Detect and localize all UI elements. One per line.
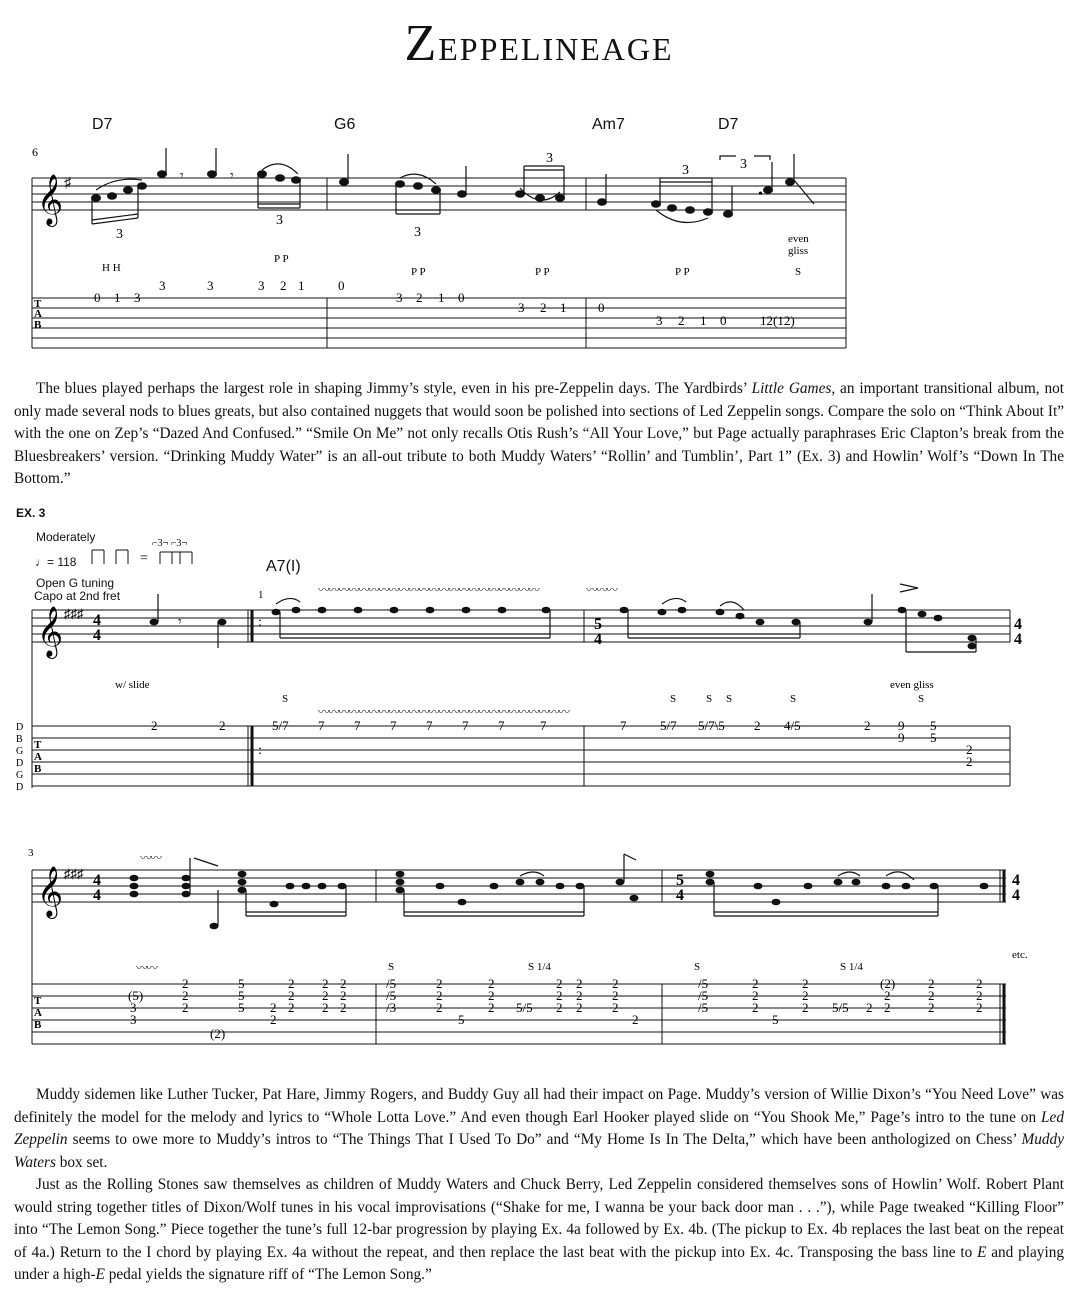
tuplet-3: 3 <box>116 227 123 242</box>
para-text: , an important transitional album, not only made several nods to blues greats, but also contained nuggets that would soon be polished into sections of Led Zeppelin songs. Compare the solo on “Think About It” with the one on Zep’s “Dazed And Confused.” “Smile On Me” not only recalls Otis Rush’s “All Your Love,” but Page actually paraphrases Eric Clapton’s break from the Bluesbreakers’ version. “Drinking Muddy Water” is an all-out tribute to both Muddy Waters’ “Rollin’ and Tumblin’, Part 1” (Ex. 3) and Howlin’ Wolf’s “Down In The Bottom.” <box>14 380 1064 487</box>
svg-text:5/7: 5/7 <box>272 718 289 733</box>
equals-sign: = <box>140 551 148 566</box>
svg-text:5: 5 <box>594 616 602 633</box>
svg-text:2: 2 <box>976 1000 983 1015</box>
hammer-label: H H <box>102 262 121 274</box>
svg-text:2: 2 <box>340 988 347 1003</box>
svg-text:•: • <box>758 187 763 202</box>
chord-d7: D7 <box>92 116 113 133</box>
svg-text:2: 2 <box>928 976 935 991</box>
string-name: G <box>16 770 24 781</box>
svg-text:2: 2 <box>556 1000 563 1015</box>
svg-text:(2): (2) <box>210 1026 226 1041</box>
para-italic: E <box>977 1243 987 1261</box>
svg-text:2: 2 <box>678 313 685 328</box>
svg-text:〰〰〰: 〰〰〰 <box>586 583 617 597</box>
pulloff-label: P P <box>535 266 550 278</box>
svg-text:5: 5 <box>238 988 245 1003</box>
svg-text:5: 5 <box>458 1012 465 1027</box>
svg-text:5: 5 <box>238 1000 245 1015</box>
svg-text:7: 7 <box>318 718 325 733</box>
body-paragraph-1 <box>14 378 1064 491</box>
svg-text:2: 2 <box>288 988 295 1003</box>
svg-text:7: 7 <box>390 718 397 733</box>
measure-number: 3 <box>28 847 34 859</box>
svg-text:5/5: 5/5 <box>516 1000 533 1015</box>
svg-text:2: 2 <box>288 1000 295 1015</box>
svg-text:2: 2 <box>416 290 423 305</box>
para-text: The blues played perhaps the largest role in shaping Jimmy’s style, even in his pre-Zeppelin days. The Yardbirds’ <box>36 380 752 397</box>
svg-text:2: 2 <box>884 988 891 1003</box>
svg-text:2: 2 <box>612 988 619 1003</box>
svg-text:2: 2 <box>966 754 973 769</box>
svg-text:5: 5 <box>238 976 245 991</box>
svg-text:4: 4 <box>93 872 101 889</box>
svg-text:3: 3 <box>159 278 166 293</box>
svg-text:2: 2 <box>556 976 563 991</box>
svg-text:〰〰〰〰〰〰〰〰〰〰〰〰〰〰〰〰〰〰〰〰〰〰: 〰〰〰〰〰〰〰〰〰〰〰〰〰〰〰〰〰〰〰〰〰〰 <box>318 583 539 597</box>
string-name: D <box>16 722 24 733</box>
svg-text:5: 5 <box>930 730 937 745</box>
para-italic: Led Zeppelin <box>14 1108 1064 1148</box>
pulloff-label: P P <box>411 266 426 278</box>
svg-text:/5: /5 <box>698 988 709 1003</box>
chord-g6: G6 <box>334 116 356 133</box>
svg-text:2: 2 <box>322 976 329 991</box>
even-gliss-label: even gliss <box>890 679 934 691</box>
tuning-line1: Open G tuning <box>36 576 115 590</box>
svg-text:2: 2 <box>866 1000 873 1015</box>
para-text: seems to owe more to Muddy’s intros to “The Things That I Used To Do” and “My Home Is In The Delta,” which have been anthologized on Chess’ <box>67 1131 1022 1148</box>
slide-s-quarter: S 1/4 <box>528 961 551 973</box>
svg-text:2: 2 <box>976 988 983 1003</box>
svg-text:4: 4 <box>1014 631 1022 648</box>
slide-label: S <box>795 266 802 278</box>
svg-text:0: 0 <box>94 290 101 305</box>
tuplet-3: 3 <box>682 163 689 178</box>
svg-text:3: 3 <box>258 278 265 293</box>
svg-text:3: 3 <box>207 278 214 293</box>
svg-text:4: 4 <box>594 631 602 648</box>
svg-text:T: T <box>34 995 42 1007</box>
svg-text:2: 2 <box>556 988 563 1003</box>
svg-text:2: 2 <box>802 988 809 1003</box>
tuplet-3: 3 <box>546 151 553 166</box>
svg-text:2: 2 <box>340 1000 347 1015</box>
svg-text:♯: ♯ <box>64 176 71 191</box>
tab-letter: A <box>34 308 42 320</box>
svg-text:3: 3 <box>396 290 403 305</box>
svg-text:0: 0 <box>598 300 605 315</box>
svg-text:2: 2 <box>752 988 759 1003</box>
svg-text:2: 2 <box>864 718 871 733</box>
svg-text:5/5: 5/5 <box>832 1000 849 1015</box>
svg-text:2: 2 <box>182 988 189 1003</box>
svg-text:B: B <box>34 763 42 775</box>
svg-text:3: 3 <box>656 313 663 328</box>
svg-text:𝄞: 𝄞 <box>37 607 64 656</box>
svg-text:4: 4 <box>93 627 101 644</box>
para-text: box set. <box>55 1153 108 1171</box>
svg-text:B: B <box>34 1019 42 1031</box>
svg-text:2: 2 <box>754 718 761 733</box>
svg-text:(5): (5) <box>128 988 144 1003</box>
svg-text:/5: /5 <box>386 976 397 991</box>
svg-text:5: 5 <box>676 872 684 889</box>
svg-text:〰〰: 〰〰 <box>140 851 161 865</box>
tempo-value: = 118 <box>47 555 77 569</box>
slide-s: S <box>918 693 925 705</box>
svg-text:3: 3 <box>130 1000 137 1015</box>
svg-text:4/5: 4/5 <box>784 718 801 733</box>
svg-text:2: 2 <box>612 976 619 991</box>
para-italic: Muddy Waters <box>14 1131 1064 1171</box>
svg-text:♯♯♯: ♯♯♯ <box>64 606 84 621</box>
svg-text:T: T <box>34 739 42 751</box>
svg-text::: : <box>258 743 262 758</box>
title-initial: Z <box>404 15 439 72</box>
svg-text:2: 2 <box>270 1012 277 1027</box>
slide-s: S <box>790 693 797 705</box>
svg-text:2: 2 <box>632 1012 639 1027</box>
svg-text:A: A <box>34 751 42 763</box>
svg-text:4: 4 <box>676 887 684 904</box>
tuplet-3: 3 <box>276 213 283 228</box>
slide-s: S <box>282 693 289 705</box>
svg-text:2: 2 <box>576 1000 583 1015</box>
svg-text:2: 2 <box>322 1000 329 1015</box>
svg-text:5: 5 <box>930 718 937 733</box>
page-title <box>0 14 1078 73</box>
svg-text:A: A <box>34 1007 42 1019</box>
svg-text:2: 2 <box>752 976 759 991</box>
tab-letter: T <box>34 298 42 310</box>
svg-text:4: 4 <box>93 612 101 629</box>
svg-text:3: 3 <box>130 1012 137 1027</box>
tuplet-3: 3 <box>414 225 421 240</box>
svg-text:𝄞: 𝄞 <box>37 175 64 224</box>
svg-text:4: 4 <box>1014 616 1022 633</box>
para-text: and playing under a high- <box>14 1243 1064 1283</box>
para-text: pedal yields the signature riff of “The Lemon Song.” <box>104 1266 432 1283</box>
svg-text:2: 2 <box>270 1000 277 1015</box>
svg-text:𝄾: 𝄾 <box>230 169 234 184</box>
svg-text:𝄾: 𝄾 <box>178 615 182 630</box>
svg-text:2: 2 <box>928 988 935 1003</box>
svg-text:9: 9 <box>898 730 905 745</box>
gliss-label: gliss <box>788 245 809 257</box>
etc-label: etc. <box>1012 949 1028 961</box>
svg-text:(2): (2) <box>880 976 896 991</box>
svg-text:2: 2 <box>151 718 158 733</box>
tab-numbers <box>94 278 795 328</box>
notation-system-3 <box>0 840 1078 1050</box>
string-name: B <box>16 734 23 745</box>
svg-text:2: 2 <box>576 976 583 991</box>
svg-text:7: 7 <box>426 718 433 733</box>
svg-text:2: 2 <box>436 1000 443 1015</box>
slide-s-quarter: S 1/4 <box>840 961 863 973</box>
tuning-line2: Capo at 2nd fret <box>34 589 121 603</box>
example-label: EX. 3 <box>16 506 46 520</box>
svg-text:3: 3 <box>740 157 747 172</box>
para-text: Muddy sidemen like Luther Tucker, Pat Hare, Jimmy Rogers, and Buddy Guy all had their impact on Page. Muddy’s version of Willie Dixon’s “You Need Love” was definitely the model for the melody and lyrics to “Whole Lotta Love.” And even though Earl Hooker played slide on “You Shook Me,” Page’s intro to the tune on <box>14 1086 1064 1126</box>
chord-a7: A7(I) <box>266 558 301 575</box>
svg-text:2: 2 <box>182 976 189 991</box>
svg-text:〰〰: 〰〰 <box>136 961 157 975</box>
pulloff-label: P P <box>274 253 289 265</box>
para-italic: E <box>95 1266 105 1283</box>
svg-text:2: 2 <box>322 988 329 1003</box>
chord-d7-2: D7 <box>718 116 739 133</box>
tab-letter: B <box>34 319 42 331</box>
svg-text:4: 4 <box>1012 887 1020 904</box>
body-paragraph-2 <box>14 1084 1064 1287</box>
svg-text:3: 3 <box>134 290 141 305</box>
string-name: D <box>16 782 24 793</box>
svg-text:/3: /3 <box>386 1000 397 1015</box>
svg-text:/5: /5 <box>698 1000 709 1015</box>
notation-system-1 <box>0 140 1078 355</box>
tempo-word: Moderately <box>36 530 96 544</box>
svg-text:2: 2 <box>340 976 347 991</box>
measure-number: 1 <box>258 589 264 601</box>
svg-text:2: 2 <box>802 976 809 991</box>
svg-text:𝄞: 𝄞 <box>37 867 64 916</box>
svg-text:2: 2 <box>966 742 973 757</box>
slide-s: S <box>670 693 677 705</box>
svg-text:2: 2 <box>488 988 495 1003</box>
svg-text:7: 7 <box>462 718 469 733</box>
svg-text:1: 1 <box>700 313 707 328</box>
tempo-marking: ♩= 118 <box>35 555 77 569</box>
slide-s: S <box>726 693 733 705</box>
svg-text:1: 1 <box>298 278 305 293</box>
svg-text:12(12): 12(12) <box>760 313 795 328</box>
svg-text:2: 2 <box>802 1000 809 1015</box>
svg-text:♯♯♯: ♯♯♯ <box>64 866 84 881</box>
gliss-label: even <box>788 233 809 245</box>
svg-text:2: 2 <box>436 976 443 991</box>
svg-text:7: 7 <box>498 718 505 733</box>
para-text: Just as the Rolling Stones saw themselves as children of Muddy Waters and Chuck Berry, Led Zeppelin considered themselves sons of Howlin’ Wolf. Robert Plant would string together titles of Dixon/Wolf tunes in his vocal improvisations (“Shake for me, I wanna be your back door man . . .”), while Page tweaked “Killing Floor” into “The Lemon Song.” Piece together the tune’s full 12-bar progression by playing Ex. 4a followed by Ex. 4b. (The pickup to Ex. 4b replaces the last beat on the repeat of 4a.) Return to the I chord by playing Ex. 4a without the repeat, and then replace the last beat with the pickup into Ex. 4c. Transposing the bass line to <box>14 1176 1064 1261</box>
svg-text:2: 2 <box>976 976 983 991</box>
svg-text:⌐3¬ ⌐3¬: ⌐3¬ ⌐3¬ <box>152 538 188 549</box>
svg-text:4: 4 <box>1012 872 1020 889</box>
svg-text:7: 7 <box>354 718 361 733</box>
slide-s: S <box>706 693 713 705</box>
slide-s: S <box>694 961 701 973</box>
svg-text:2: 2 <box>436 988 443 1003</box>
svg-text:/5: /5 <box>386 988 397 1003</box>
svg-text:5/7\5: 5/7\5 <box>698 718 725 733</box>
svg-text:𝄾: 𝄾 <box>180 169 184 184</box>
svg-text:2: 2 <box>612 1000 619 1015</box>
svg-text:3: 3 <box>518 300 525 315</box>
svg-text:5/7: 5/7 <box>660 718 677 733</box>
svg-text:2: 2 <box>884 1000 891 1015</box>
svg-text:7: 7 <box>540 718 547 733</box>
svg-text:5: 5 <box>772 1012 779 1027</box>
svg-text:0: 0 <box>720 313 727 328</box>
svg-text:2: 2 <box>280 278 287 293</box>
svg-text:2: 2 <box>928 1000 935 1015</box>
svg-text:7: 7 <box>620 718 627 733</box>
svg-text:2: 2 <box>540 300 547 315</box>
svg-text:2: 2 <box>182 1000 189 1015</box>
pulloff-label: P P <box>675 266 690 278</box>
svg-text:2: 2 <box>752 1000 759 1015</box>
svg-text:1: 1 <box>114 290 121 305</box>
svg-text:2: 2 <box>288 976 295 991</box>
chord-am7: Am7 <box>592 116 625 133</box>
svg-text:〰〰〰〰〰〰〰〰〰〰〰〰〰〰〰〰〰〰〰〰〰〰〰〰〰: 〰〰〰〰〰〰〰〰〰〰〰〰〰〰〰〰〰〰〰〰〰〰〰〰〰 <box>318 705 569 719</box>
svg-text:2: 2 <box>219 718 226 733</box>
svg-text:2: 2 <box>488 1000 495 1015</box>
svg-text:4: 4 <box>93 887 101 904</box>
svg-text:/5: /5 <box>698 976 709 991</box>
svg-text:1: 1 <box>438 290 445 305</box>
svg-text:0: 0 <box>338 278 345 293</box>
string-name: D <box>16 758 24 769</box>
slide-s: S <box>388 961 395 973</box>
notation-system-2 <box>0 536 1078 796</box>
string-name: G <box>16 746 24 757</box>
svg-text:0: 0 <box>458 290 465 305</box>
para-italic: Little Games <box>751 380 832 397</box>
svg-text:2: 2 <box>576 988 583 1003</box>
svg-text:1: 1 <box>560 300 567 315</box>
svg-text:9: 9 <box>898 718 905 733</box>
measure-number: 6 <box>32 145 38 159</box>
svg-text:2: 2 <box>488 976 495 991</box>
title-rest: EPPELINEAGE <box>438 31 674 67</box>
w-slide-label: w/ slide <box>115 679 150 691</box>
svg-text::: : <box>258 615 262 630</box>
